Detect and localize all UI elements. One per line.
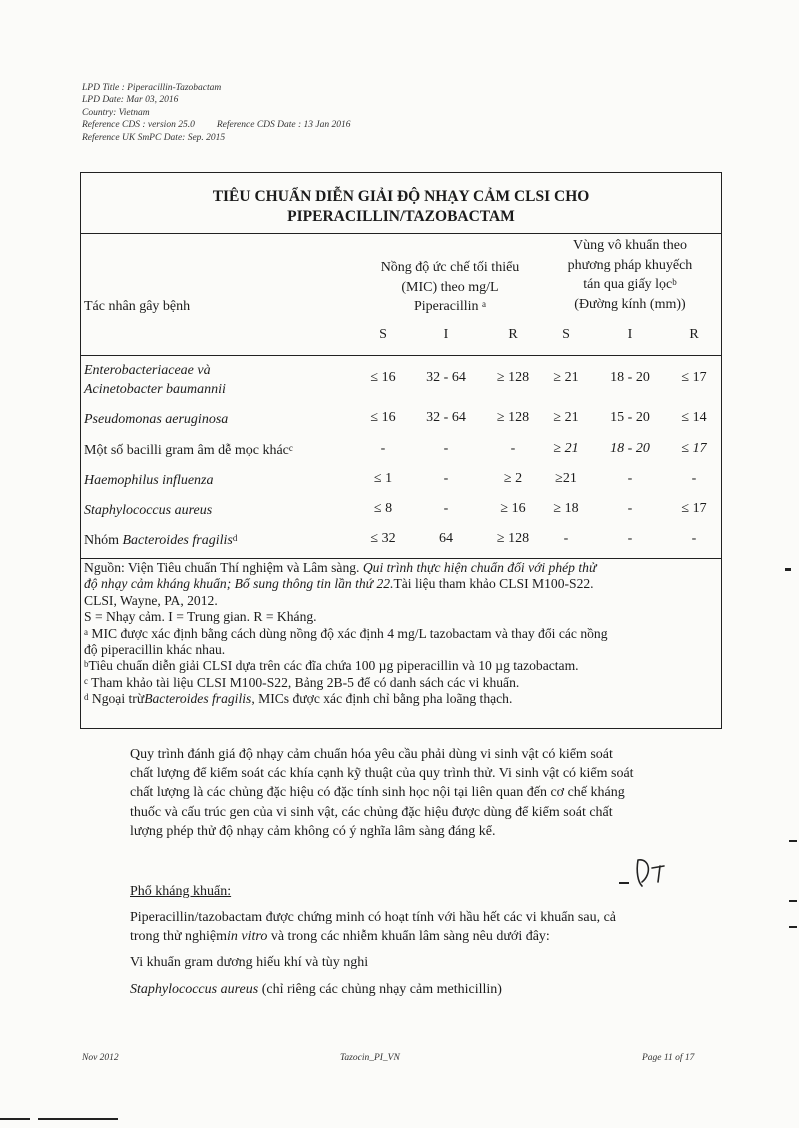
- table-cell: ≤ 14: [681, 410, 707, 425]
- table-cell: -: [627, 471, 633, 486]
- table-cell: ≥ 21: [553, 410, 579, 425]
- table-cell: ≤ 16: [370, 410, 396, 425]
- table-cell: ≥ 128: [496, 370, 530, 385]
- scan-edge-mark: [38, 1118, 118, 1120]
- subheader-zone-s: S: [562, 327, 570, 342]
- table-cell: -: [627, 531, 633, 546]
- note-c: $^c$ Tham khảo tài liệu CLSI M100-S22, Bảng 2B-5 để có danh sách các vi khuẩn.: [84, 674, 520, 690]
- header-mic: Nồng độ ức chế tối thiểu (MIC) theo mg/L Piperacillin $^a$: [380, 260, 520, 314]
- table-cell: ≥ 21: [553, 370, 579, 385]
- heading-spectrum: Phổ kháng khuẩn:: [130, 884, 232, 899]
- table-cell: -: [563, 531, 569, 546]
- table-title: TIÊU CHUẨN DIỄN GIẢI ĐỘ NHẠY CẢM CLSI CHO PIPERACILLIN/TAZOBACTAM: [212, 188, 590, 225]
- table-cell: 32 - 64: [426, 370, 466, 385]
- scan-edge-mark: [0, 1118, 30, 1120]
- table-cell: ≤ 16: [370, 370, 396, 385]
- note-a: $^a$ MIC được xác định bằng cách dùng nồng độ xác định 4 mg/L tazobactam và thay đổi các nồng: [84, 625, 608, 641]
- footer-page-number: Page 11 of 17: [642, 1053, 695, 1063]
- table-cell: ≥ 18: [553, 501, 579, 516]
- subheader-zone-i: I: [627, 327, 633, 342]
- table-cell: ≤ 32: [370, 531, 396, 546]
- table-divider: [80, 233, 722, 234]
- scan-edge-mark: [789, 926, 797, 928]
- note-d: $^d$ Ngoại trừBacteroides fragilis, MICs được xác định chỉ bằng pha loãng thạch.: [84, 691, 513, 707]
- row-label-staphylococcus: Staphylococcus aureus: [84, 503, 213, 518]
- table-notes: Nguồn: Viện Tiêu chuẩn Thí nghiệm và Lâm sàng. Qui trình thực hiện chuẩn đối với phép thử độ nhạy cảm kháng khuẩn; Bổ sung thông tin lần thứ 22.Tài liệu tham khảo CLSI M100-S22. CLSI, Wayne, PA, 2012. S = Nhạy cảm. I = Trung gian. R = Kháng. $^a$ MIC được xác định bằng cách dùng nồng độ xác định 4 mg/L tazobactam và thay đổi các nồng độ piperacillin khác nhau. $^b$Tiêu chuẩn diễn giải CLSI dựa trên các đĩa chứa 100 µg piperacillin và 10 µg tazobactam. $^c$ Tham khảo tài liệu CLSI M100-S22, Bảng 2B-5 để có danh sách các vi khuẩn. $^d$ Ngoại trừBacteroides fragilis, MICs được xác định chỉ bằng pha loãng thạch.: [84, 560, 718, 708]
- row-label-other-bacilli: Một số bacilli gram âm dễ mọc khác$^c$: [84, 443, 293, 458]
- table-cell: ≤ 17: [681, 501, 707, 516]
- row-label-bacteroides: Nhóm Bacteroides fragilis$^d$: [84, 533, 238, 548]
- table-cell: ≤ 1: [373, 471, 393, 486]
- scan-edge-mark: [789, 900, 797, 902]
- table-cell: 18 - 20: [610, 370, 650, 385]
- table-cell: -: [691, 531, 697, 546]
- table-cell: ≥ 2: [503, 471, 523, 486]
- table-cell: ≤ 17: [681, 370, 707, 385]
- table-cell: -: [443, 441, 449, 456]
- note-source: Nguồn: Viện Tiêu chuẩn Thí nghiệm và Lâm sàng. Qui trình thực hiện chuẩn đối với phép thử: [84, 560, 597, 575]
- table-cell: ≤ 17: [681, 441, 707, 456]
- table-cell: 32 - 64: [426, 410, 466, 425]
- table-cell: -: [627, 501, 633, 516]
- table-divider: [80, 558, 722, 559]
- table-cell: ≥ 21: [553, 441, 579, 456]
- meta-reference-cds: Reference CDS : version 25.0 Reference CDS Date : 13 Jan 2016: [82, 120, 351, 131]
- heading-gram-positive: Vi khuẩn gram dương hiếu khí và tùy nghi: [130, 955, 369, 970]
- row-label-haemophilus: Haemophilus influenza: [84, 473, 214, 488]
- row-label-pseudomonas: Pseudomonas aeruginosa: [84, 412, 229, 427]
- footer-date: Nov 2012: [82, 1053, 119, 1063]
- table-cell: 64: [439, 531, 453, 546]
- header-zone: Vùng vô khuẩn theo phương pháp khuyếch tán qua giấy lọc$^b$ (Đường kính (mm)): [567, 238, 693, 312]
- table-cell: -: [510, 441, 516, 456]
- item-staphylococcus: Staphylococcus aureus (chỉ riêng các chủng nhạy cảm methicillin): [130, 982, 502, 997]
- document-meta: [82, 82, 351, 144]
- meta-country: Country: Vietnam: [82, 107, 150, 118]
- table-cell: -: [443, 501, 449, 516]
- meta-lpd-title: LPD Title : Piperacillin-Tazobactam: [82, 83, 222, 93]
- row-label-enterobacteriaceae: Enterobacteriaceae và Acinetobacter baumannii: [84, 363, 226, 397]
- table-cell: -: [443, 471, 449, 486]
- meta-lpd-date: LPD Date: Mar 03, 2016: [82, 95, 179, 106]
- note-b: $^b$Tiêu chuẩn diễn giải CLSI dựa trên các đĩa chứa 100 µg piperacillin và 10 µg tazobactam.: [84, 658, 579, 674]
- table-divider: [80, 355, 722, 356]
- table-cell: -: [691, 471, 697, 486]
- subheader-mic-s: S: [379, 327, 387, 342]
- meta-reference-smpc: Reference UK SmPC Date: Sep. 2015: [82, 132, 226, 143]
- table-cell: ≤ 8: [373, 501, 393, 516]
- table-cell: ≥ 128: [496, 410, 530, 425]
- subheader-mic-i: I: [443, 327, 449, 342]
- footer-doc-id: Tazocin_PI_VN: [340, 1053, 400, 1063]
- scan-edge-mark: [789, 840, 797, 842]
- table-cell: ≥21: [555, 471, 577, 486]
- table-cell: 18 - 20: [610, 441, 650, 456]
- header-pathogen: Tác nhân gây bệnh: [84, 299, 191, 314]
- note-legend: S = Nhạy cảm. I = Trung gian. R = Kháng.: [84, 609, 317, 625]
- table-cell: 15 - 20: [610, 410, 650, 425]
- paragraph-quality-control: Quy trình đánh giá độ nhạy cảm chuẩn hóa yêu cầu phải dùng vi sinh vật có kiểm soát chất lượng để kiểm soát các khía cạnh kỹ thuật của quy trình thử. Vi sinh vật có kiểm soát chất lượng là các chủng đặc hiệu có đặc tính sinh học nội tại liên quan đến cơ chế kháng thuốc và cấu trúc gen của vi sinh vật, các chủng đặc hiệu được dùng để kiểm soát chất lượng phép thử độ nhạy cảm không có ý nghĩa lâm sàng đáng kể.: [130, 747, 634, 839]
- scan-edge-mark: [785, 568, 791, 571]
- paragraph-spectrum: Piperacillin/tazobactam được chứng minh có hoạt tính với hầu hết các vi khuẩn sau, cả trong thử nghiệmin vitro và trong các nhiễm khuẩn lâm sàng nêu dưới đây:: [130, 910, 616, 945]
- table-cell: ≥ 128: [496, 531, 530, 546]
- subheader-zone-r: R: [689, 327, 699, 342]
- table-cell: -: [380, 441, 386, 456]
- subheader-mic-r: R: [508, 327, 518, 342]
- table-cell: ≥ 16: [500, 501, 526, 516]
